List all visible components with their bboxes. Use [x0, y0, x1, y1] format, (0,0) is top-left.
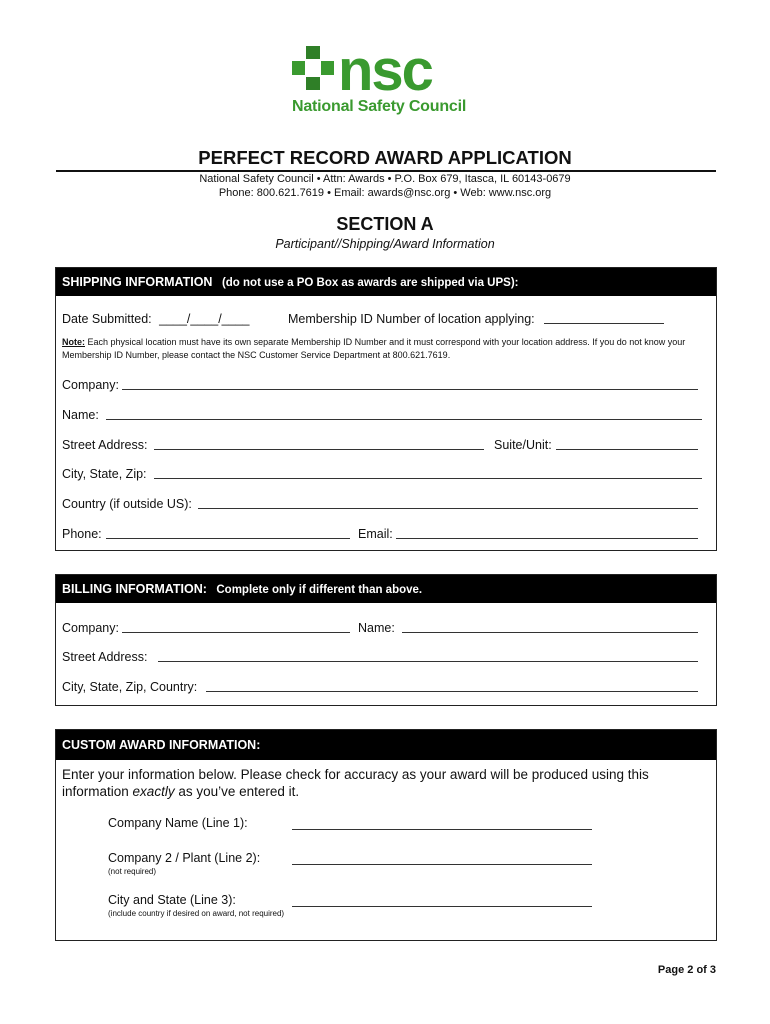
date-membership-row [62, 312, 704, 326]
country-field[interactable] [198, 497, 698, 509]
instructions-text-a: Enter your information below. Please check for accuracy as your award will be produced using this information [62, 767, 649, 799]
billing-street-row [62, 650, 704, 664]
date-submitted-label: Date Submitted: [62, 312, 152, 326]
billing-heading [56, 575, 716, 603]
address-line: National Safety Council • Attn: Awards • P.O. Box 679, Itasca, IL 60143-0679 [199, 173, 571, 185]
logo-cross-top [306, 46, 320, 59]
line3-field[interactable] [292, 905, 592, 907]
nsc-logo [292, 44, 482, 120]
section-subtitle: Participant//Shipping/Award Information [275, 237, 495, 251]
email-label: Email: [358, 527, 393, 541]
email-field[interactable] [396, 527, 698, 539]
logo-wordmark: nsc [338, 44, 432, 98]
instructions-text-b: as you’ve entered it. [174, 784, 300, 799]
date-submitted-field[interactable]: ____/____/____ [159, 312, 250, 326]
city-row [62, 467, 704, 481]
line2-field[interactable] [292, 863, 592, 865]
shipping-heading-title: SHIPPING INFORMATION [62, 275, 213, 289]
street-address-label: Street Address: [62, 438, 148, 452]
membership-id-field[interactable] [544, 312, 664, 324]
note-text: Each physical location must have its own separate Membership ID Number and it must correspond with your location address. If you do not know your Membership ID Number, please contact the NSC Customer Service Department at 800.621.7619. [62, 337, 686, 360]
name-row [62, 408, 704, 422]
company-label: Company: [62, 378, 119, 392]
street-address-field[interactable] [154, 438, 484, 450]
country-row [62, 497, 704, 511]
logo-cross-bottom [306, 77, 320, 90]
custom-award-heading-title: CUSTOM AWARD INFORMATION: [62, 738, 261, 752]
line2-note: (not required) [108, 867, 157, 876]
custom-award-heading [56, 730, 716, 760]
city-state-zip-field[interactable] [154, 467, 702, 479]
shipping-heading-note: (do not use a PO Box as awards are shipped via UPS): [221, 277, 519, 289]
name-field[interactable] [106, 408, 702, 420]
section-title: SECTION A [336, 214, 434, 234]
city-state-zip-label: City, State, Zip: [62, 467, 147, 481]
billing-company-field[interactable] [122, 621, 350, 633]
line3-label: City and State (Line 3): [108, 893, 236, 907]
shipping-section [55, 267, 717, 551]
logo-cross-right [321, 61, 334, 75]
name-label: Name: [62, 408, 99, 422]
billing-company-label: Company: [62, 621, 119, 635]
shipping-heading [56, 268, 716, 296]
nsc-logo-mark [292, 44, 482, 98]
company-row [62, 378, 704, 392]
membership-id-label: Membership ID Number of location applying: [288, 312, 535, 326]
billing-street-label: Street Address: [62, 650, 148, 664]
billing-heading-note: Complete only if different than above. [216, 584, 423, 596]
logo-cross-left [292, 61, 305, 75]
page-title: PERFECT RECORD AWARD APPLICATION [198, 147, 572, 168]
phone-field[interactable] [106, 527, 350, 539]
note-label: Note: [62, 337, 85, 347]
billing-name-label: Name: [358, 621, 395, 635]
phone-label: Phone: [62, 527, 102, 541]
billing-section [55, 574, 717, 706]
billing-company-name-row [62, 621, 704, 635]
billing-street-field[interactable] [158, 650, 698, 662]
line1-label: Company Name (Line 1): [108, 816, 248, 830]
billing-city-label: City, State, Zip, Country: [62, 680, 198, 694]
suite-label: Suite/Unit: [494, 438, 552, 452]
contact-line: Phone: 800.621.7619 • Email: awards@nsc.org • Web: www.nsc.org [218, 187, 552, 199]
line3-note: (include country if desired on award, not required) [108, 909, 285, 918]
membership-note [62, 336, 710, 362]
phone-email-row [62, 527, 704, 541]
line2-label: Company 2 / Plant (Line 2): [108, 851, 261, 865]
suite-field[interactable] [556, 438, 698, 450]
custom-award-instructions [62, 766, 706, 800]
billing-name-field[interactable] [402, 621, 698, 633]
street-row [62, 438, 704, 452]
company-field[interactable] [122, 378, 698, 390]
line1-field[interactable] [292, 828, 592, 830]
country-label: Country (if outside US): [62, 497, 192, 511]
logo-organization-name: National Safety Council [292, 98, 467, 115]
billing-city-field[interactable] [206, 680, 698, 692]
billing-city-row [62, 680, 704, 694]
custom-award-section [55, 729, 717, 941]
billing-heading-title: BILLING INFORMATION: [62, 582, 207, 596]
page-number: Page 2 of 3 [657, 964, 716, 976]
instructions-emphasis: exactly [132, 784, 175, 799]
title-divider [56, 170, 716, 172]
